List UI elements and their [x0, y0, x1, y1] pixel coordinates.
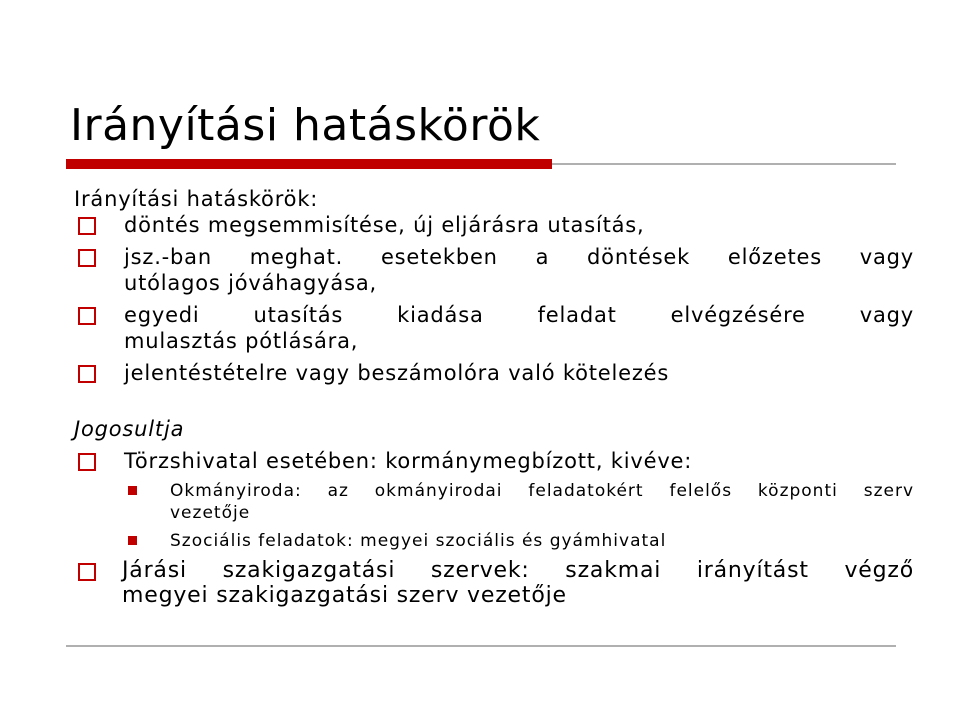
hollow-square-icon	[78, 249, 96, 267]
list-item: döntés megsemmisítése, új eljárásra utasítás,	[74, 212, 914, 238]
section-heading-authority: Jogosultja	[74, 417, 185, 441]
filled-square-icon	[128, 486, 137, 495]
list-item: jsz.-ban meghat. esetekben a döntések előzetes vagy utólagos jóváhagyása,	[74, 244, 914, 296]
footer-divider	[66, 645, 896, 647]
hollow-square-icon	[78, 365, 96, 383]
sub-list-item: Okmányiroda: az okmányirodai feladatokért felelős központi szerv vezetője	[74, 480, 914, 524]
list-item: jelentéstételre vagy beszámolóra való kötelezés	[74, 360, 914, 386]
list-item: Törzshivatal esetében: kormánymegbízott, kivéve:	[74, 448, 914, 474]
filled-square-icon	[128, 536, 137, 545]
hollow-square-icon	[78, 307, 96, 325]
slide-content	[74, 186, 914, 608]
list-item: Járási szakigazgatási szervek: szakmai irányítást végző megyei szakigazgatási szerv vezetője	[74, 558, 914, 608]
hollow-square-icon	[78, 217, 96, 235]
list-item: egyedi utasítás kiadása feladat elvégzésére vagy mulasztás pótlására,	[74, 302, 914, 354]
sub-list-item: Szociális feladatok: megyei szociális és gyámhivatal	[74, 530, 914, 552]
section-heading-powers: Irányítási hatáskörök:	[74, 187, 319, 211]
title-accent-bar	[66, 159, 552, 169]
hollow-square-icon	[78, 453, 96, 471]
hollow-square-icon	[78, 563, 96, 581]
slide-title: Irányítási hatáskörök	[70, 100, 541, 151]
